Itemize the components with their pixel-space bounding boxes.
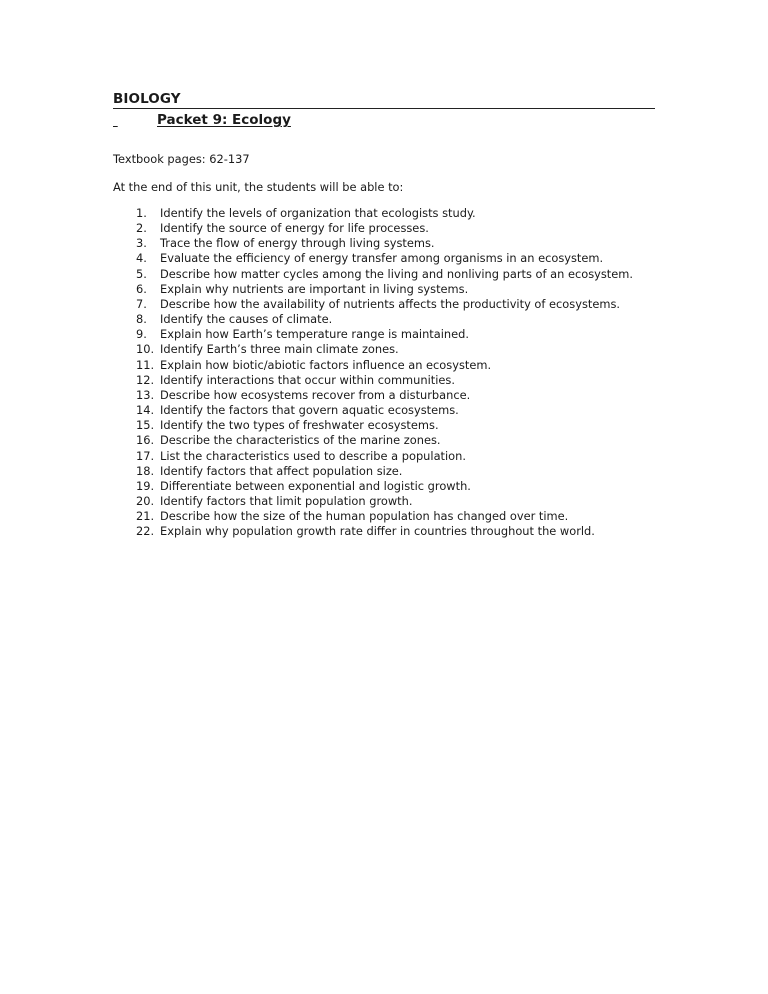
objective-text: Explain why nutrients are important in living systems. (160, 281, 469, 296)
objective-text: Explain how Earth’s temperature range is maintained. (160, 327, 469, 342)
objective-text: Describe how ecosystems recover from a disturbance. (160, 387, 471, 402)
objective-text: Explain why population growth rate differ in countries throughout the world. (160, 524, 595, 539)
objective-item (113, 221, 655, 236)
objective-item (113, 388, 655, 403)
objective-text: Describe the characteristics of the marine zones. (160, 433, 441, 448)
objective-item (113, 251, 655, 266)
objective-item (113, 282, 655, 297)
objective-item (113, 267, 655, 282)
objective-number: 6. (136, 281, 147, 296)
objective-number: 15. (136, 418, 155, 433)
objective-text: List the characteristics used to describe a population. (160, 448, 466, 463)
objective-item (113, 494, 655, 509)
objective-item (113, 312, 655, 327)
objective-number: 22. (136, 524, 155, 539)
objective-number: 10. (136, 342, 155, 357)
objective-number: 17. (136, 448, 155, 463)
objective-text: Describe how the availability of nutrients affects the productivity of ecosystems. (160, 296, 621, 311)
objective-text: Differentiate between exponential and logistic growth. (160, 478, 471, 493)
textbook-pages: Textbook pages: 62-137 (113, 152, 250, 166)
objective-item (113, 358, 655, 373)
objective-item (113, 327, 655, 342)
objective-item (113, 403, 655, 418)
packet-title-text: Packet 9: Ecology (157, 112, 291, 128)
objective-item (113, 373, 655, 388)
objective-text: Describe how matter cycles among the living and nonliving parts of an ecosystem. (160, 266, 633, 281)
objective-text: Describe how the size of the human population has changed over time. (160, 509, 569, 524)
objective-number: 18. (136, 463, 155, 478)
objective-text: Identify factors that affect population size. (160, 463, 403, 478)
objective-number: 5. (136, 266, 147, 281)
objective-item (113, 449, 655, 464)
title-indent (113, 112, 157, 129)
packet-title (113, 112, 291, 129)
objective-number: 20. (136, 493, 155, 508)
objective-number: 9. (136, 327, 147, 342)
objective-number: 12. (136, 372, 155, 387)
objective-number: 11. (136, 357, 155, 372)
objective-item (113, 464, 655, 479)
objective-text: Identify the two types of freshwater ecosystems. (160, 418, 439, 433)
objective-item (113, 524, 655, 539)
objective-number: 8. (136, 312, 147, 327)
objective-text: Identify the levels of organization that ecologists study. (160, 206, 476, 220)
objective-text: Identify the source of energy for life processes. (160, 221, 429, 236)
objective-item (113, 236, 655, 251)
objective-number: 14. (136, 403, 155, 418)
objective-text: Identify the factors that govern aquatic ecosystems. (160, 403, 459, 418)
objective-item (113, 418, 655, 433)
objective-text: Explain how biotic/abiotic factors influence an ecosystem. (160, 357, 492, 372)
objective-text: Identify factors that limit population growth. (160, 493, 413, 508)
objective-item (113, 509, 655, 524)
objective-text: Trace the flow of energy through living systems. (160, 236, 435, 251)
objectives-list (113, 206, 655, 539)
objective-item (113, 206, 655, 221)
objective-number: 21. (136, 509, 155, 524)
objective-text: Evaluate the efficiency of energy transfer among organisms in an ecosystem. (160, 251, 604, 266)
objective-number: 2. (136, 221, 147, 236)
objective-number: 3. (136, 236, 147, 251)
subject-title: BIOLOGY (113, 91, 655, 109)
objective-item (113, 433, 655, 448)
objective-number: 16. (136, 433, 155, 448)
document-page (113, 91, 655, 539)
objective-item (113, 479, 655, 494)
objective-text: Identify the causes of climate. (160, 312, 333, 327)
objective-text: Identify Earth’s three main climate zones. (160, 342, 399, 357)
objective-text: Identify interactions that occur within communities. (160, 372, 455, 387)
objective-item (113, 297, 655, 312)
objective-number: 4. (136, 251, 147, 266)
objectives-intro: At the end of this unit, the students will be able to: (113, 180, 404, 194)
objective-number: 19. (136, 478, 155, 493)
objective-number: 7. (136, 296, 147, 311)
objective-number: 13. (136, 387, 155, 402)
objective-number: 1. (136, 206, 147, 220)
objective-item (113, 342, 655, 357)
